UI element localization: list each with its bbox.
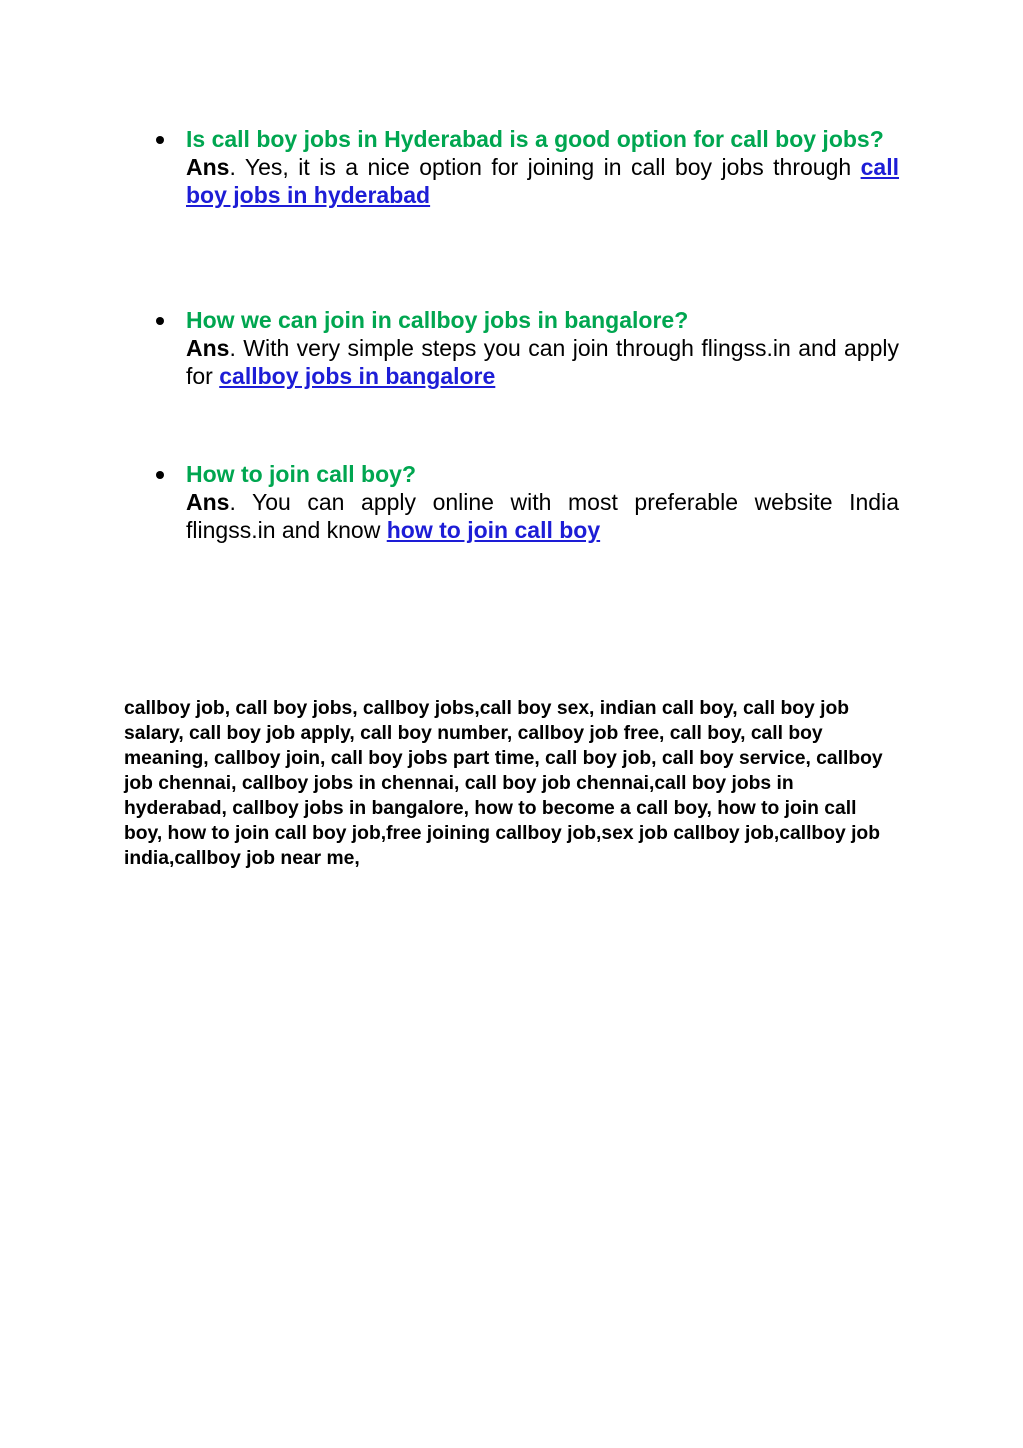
- faq-answer: [186, 488, 899, 544]
- faq-answer: [186, 334, 899, 390]
- answer-text: . With very simple steps you can join through flingss.in and apply for: [186, 335, 899, 389]
- link-call-boy-jobs-hyderabad[interactable]: call boy jobs in hyderabad: [186, 154, 899, 208]
- ans-label: Ans: [186, 489, 230, 515]
- faq-item-1: [186, 125, 899, 209]
- ans-label: Ans: [186, 154, 230, 180]
- faq-answer: [186, 153, 899, 209]
- keywords-paragraph: callboy job, call boy jobs, callboy jobs,call boy sex, indian call boy, call boy job salary, call boy job apply, call boy number, callboy job free, call boy, call boy meaning, callboy join, call boy jobs part time, call boy job, call boy service, callboy job chennai, callboy jobs in chennai, call boy job chennai,call boy jobs in hyderabad, callboy jobs in bangalore, how to become a call boy, how to join call boy, how to join call boy job,free joining callboy job,sex job callboy job,callboy job india,callboy job near me,: [124, 698, 883, 869]
- faq-item-3: [186, 460, 899, 544]
- bullet-icon: [156, 471, 164, 479]
- link-how-to-join-call-boy[interactable]: how to join call boy: [386, 517, 601, 543]
- bullet-icon: [156, 317, 164, 325]
- faq-question: How to join call boy?: [186, 461, 416, 487]
- faq-question: How we can join in callboy jobs in bangalore?: [186, 307, 689, 333]
- ans-label: Ans: [186, 335, 230, 361]
- faq-item-2: [186, 306, 899, 390]
- faq-question: Is call boy jobs in Hyderabad is a good option for call boy jobs?: [186, 126, 884, 152]
- answer-text: . Yes, it is a nice option for joining in call boy jobs through: [229, 154, 861, 180]
- answer-text: . You can apply online with most preferable website India flingss.in and know: [186, 489, 899, 543]
- link-callboy-jobs-bangalore[interactable]: callboy jobs in bangalore: [219, 363, 496, 389]
- bullet-icon: [156, 136, 164, 144]
